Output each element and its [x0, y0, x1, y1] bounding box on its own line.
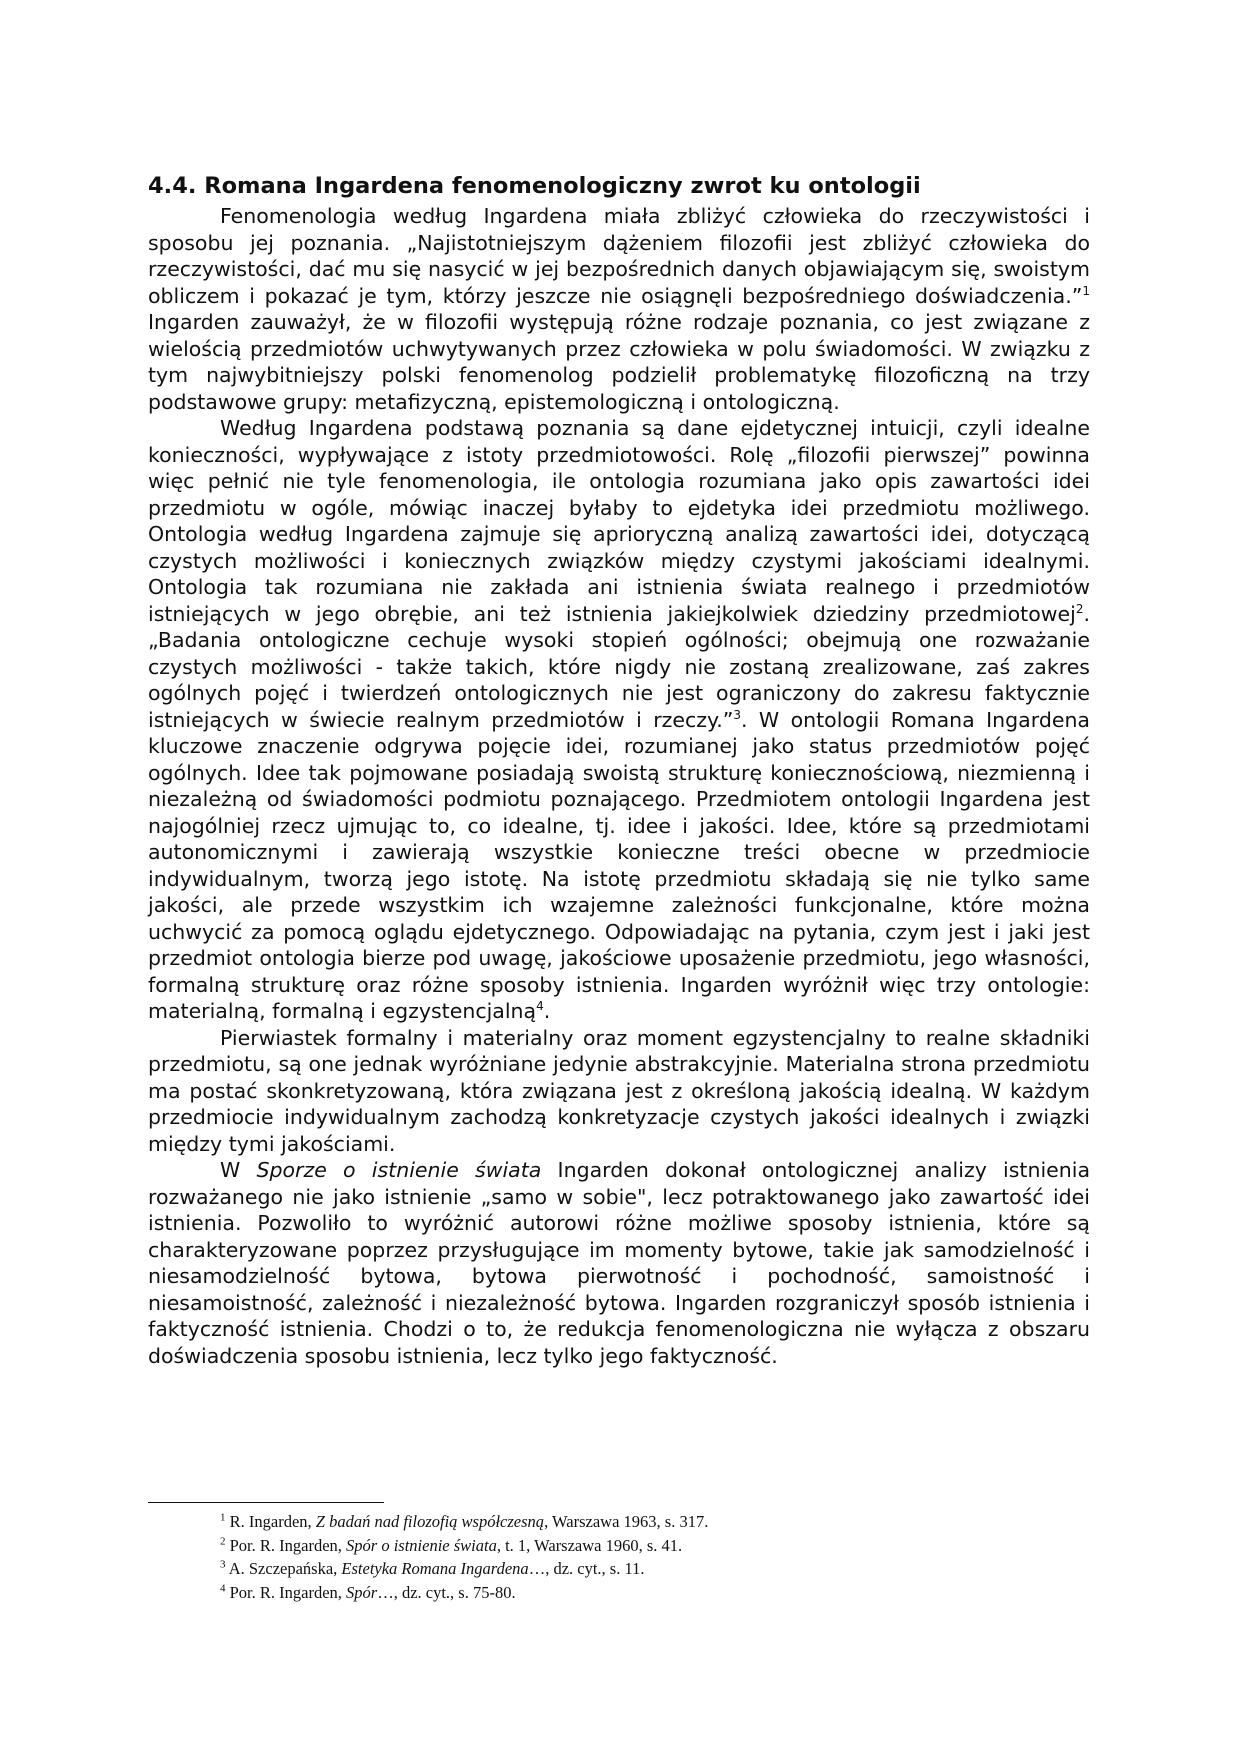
footnote-text: , t. 1, Warszawa 1960, s. 41.	[496, 1535, 683, 1555]
footnote-text: R. Ingarden,	[225, 1512, 316, 1531]
paragraph-4-text: Ingarden dokonał ontologicznej analizy istnienia rozważanego nie jako istnienie „samo w sobie", lecz potraktowanego jako zawartość idei istnienia. Pozwoliło to wyróżnić autorowi różne możliwe sposoby istnienia, które są charakteryzowane poprzez przysługujące im momenty bytowe, takie jak samodzielność i niesamodzielność bytowa, bytowa pierwotność i pochodność, samoistność i niesamoistność, zależność i niezależność bytowa. Ingarden rozgraniczył sposób istnienia i faktyczność istnienia. Chodzi o to, że redukcja fenomenologiczna nie wyłącza z obszaru doświadczenia sposobu istnienia, lecz tylko jego faktyczność.	[148, 1158, 1091, 1368]
paragraph-2-text-c: . W ontologii Romana Ingardena kluczowe znaczenie odgrywa pojęcie idei, rozumianej jako status przedmiotów pojęć ogólnych. Idee tak pojmowane posiadają swoistą strukturę koniecznościową, niezmienną i niezależną od świadomości podmiotu poznającego. Przedmiotem ontologii Ingardena jest najogólniej rzecz ujmując to, co idealne, tj. idee i jakości. Idee, które są przedmiotami autonomicznymi i zawierają wszystkie konieczne treści obecne w przedmiocie indywidualnym, tworzą jego istotę. Na istotę przedmiotu składają się nie tylko same jakości, ale przede wszystkim ich wzajemne zależności funkcjonalne, które można uchwycić za pomocą oglądu ejdetycznego. Odpowiadając na pytania, czym jest i jaki jest przedmiot ontologia bierze pod uwagę, jakościowe uposażenie przedmiotu, jego własności, formalną strukturę oraz różne sposoby istnienia. Ingarden wyróżnił więc trzy ontologie: materialną, formalną i egzystencjalną	[148, 707, 1090, 1023]
footnote-ref-4: 4	[536, 999, 544, 1014]
footnote-3	[148, 1557, 1090, 1581]
footnote-1	[148, 1510, 1090, 1534]
footnote-number: 4	[220, 1582, 226, 1594]
paragraph-2-text-a: Według Ingardena podstawą poznania są dane ejdetycznej intuicji, czyli idealne konieczności, wypływające z istoty przedmiotowości. Rolę „filozofii pierwszej” powinna więc pełnić nie tyle fenomenologia, ile ontologia rozumiana jako opis zawartości idei przedmiotu w ogóle, mówiąc inaczej byłaby to ejdetyka idei przedmiotu możliwego. Ontologia według Ingardena zajmuje się aprioryczną analizą zawartości idei, dotyczącą czystych możliwości i koniecznych związków między czystymi jakościami idealnymi. Ontologia tak rozumiana nie zakłada ani istnienia świata realnego i przedmiotów istniejących w jego obrębie, ani też istnienia jakiejkolwiek dziedziny przedmiotowej	[148, 416, 1090, 626]
footnote-title: Spór o istnienie świata	[346, 1535, 497, 1555]
footnote-4	[148, 1581, 1090, 1605]
paragraph-1-text-b: Ingarden zauważył, że w filozofii występują różne rodzaje poznania, co jest związane z wielością przedmiotów uchwytywanych przez człowieka w polu świadomości. W związku z tym najwybitniejszy polski fenomenolog podzielił problematykę filozoficzną na trzy podstawowe grupy: metafizyczną, epistemologiczną i ontologiczną.	[148, 310, 1090, 414]
footnote-ref-1: 1	[1082, 283, 1090, 298]
footnote-ref-3: 3	[733, 707, 742, 722]
footnote-text: , Warszawa 1963, s. 317.	[544, 1512, 709, 1531]
footnote-title: Spór	[346, 1582, 378, 1602]
footnote-text: Por. R. Ingarden,	[225, 1535, 347, 1555]
paragraph-2-text-b: . „Badania ontologiczne cechuje wysoki stopień ogólności; obejmują one rozważanie czystych możliwości - także takich, które nigdy nie zostaną zrealizowane, zaś zakres ogólnych pojęć i twierdzeń ontologicznych nie jest ograniczony do zakresu faktycznie istniejących w świecie realnym przedmiotów i rzeczy.”	[148, 601, 1090, 732]
book-title: Sporze o istnienie świata	[256, 1158, 542, 1182]
footnote-number: 2	[220, 1535, 226, 1547]
footnote-title: Estetyka Romana Ingardena	[341, 1559, 529, 1578]
paragraph-1-text-a: Fenomenologia według Ingardena miała zbliżyć człowieka do rzeczywistości i sposobu jej poznania. „Najistotniejszym dążeniem filozofii jest zbliżyć człowieka do rzeczywistości, dać mu się nasycić w jej bezpośrednich danych objawiającym się, swoistym obliczem i pokazać je tym, którzy jeszcze nie osiągnęli bezpośredniego doświadczenia.”	[148, 204, 1090, 308]
footnote-separator	[148, 1502, 384, 1503]
paragraph-1	[148, 203, 1090, 415]
footnote-text: …, dz. cyt., s. 75-80.	[377, 1582, 516, 1602]
footnote-2	[148, 1534, 1090, 1558]
paragraph-2	[148, 415, 1090, 1025]
paragraph-3: Pierwiastek formalny i materialny oraz moment egzystencjalny to realne składniki przedmiotu, są one jednak wyróżniane jedynie abstrakcyjnie. Materialna strona przedmiotu ma postać skonkretyzowaną, która związana jest z określoną jakością idealną. W każdym przedmiocie indywidualnym zachodzą konkretyzacje czystych jakości idealnych i związki między tymi jakościami.	[148, 1025, 1090, 1156]
footnote-ref-2: 2	[1075, 601, 1084, 616]
footnote-text: A. Szczepańska,	[225, 1559, 342, 1578]
footnote-number: 1	[220, 1511, 226, 1524]
paragraph-4	[148, 1157, 1090, 1369]
footnote-title: Z badań nad filozofią współczesną	[315, 1512, 545, 1531]
paragraph-4-lead: W	[220, 1158, 257, 1182]
main-text	[148, 171, 1090, 1369]
footnote-text: Por. R. Ingarden,	[225, 1582, 347, 1602]
footnote-number: 3	[220, 1558, 226, 1571]
footnote-text: …, dz. cyt., s. 11.	[528, 1559, 645, 1578]
paragraph-2-text-d: .	[543, 999, 551, 1023]
footnotes	[148, 1510, 1090, 1604]
section-heading: 4.4. Romana Ingardena fenomenologiczny zwrot ku ontologii	[148, 173, 921, 199]
